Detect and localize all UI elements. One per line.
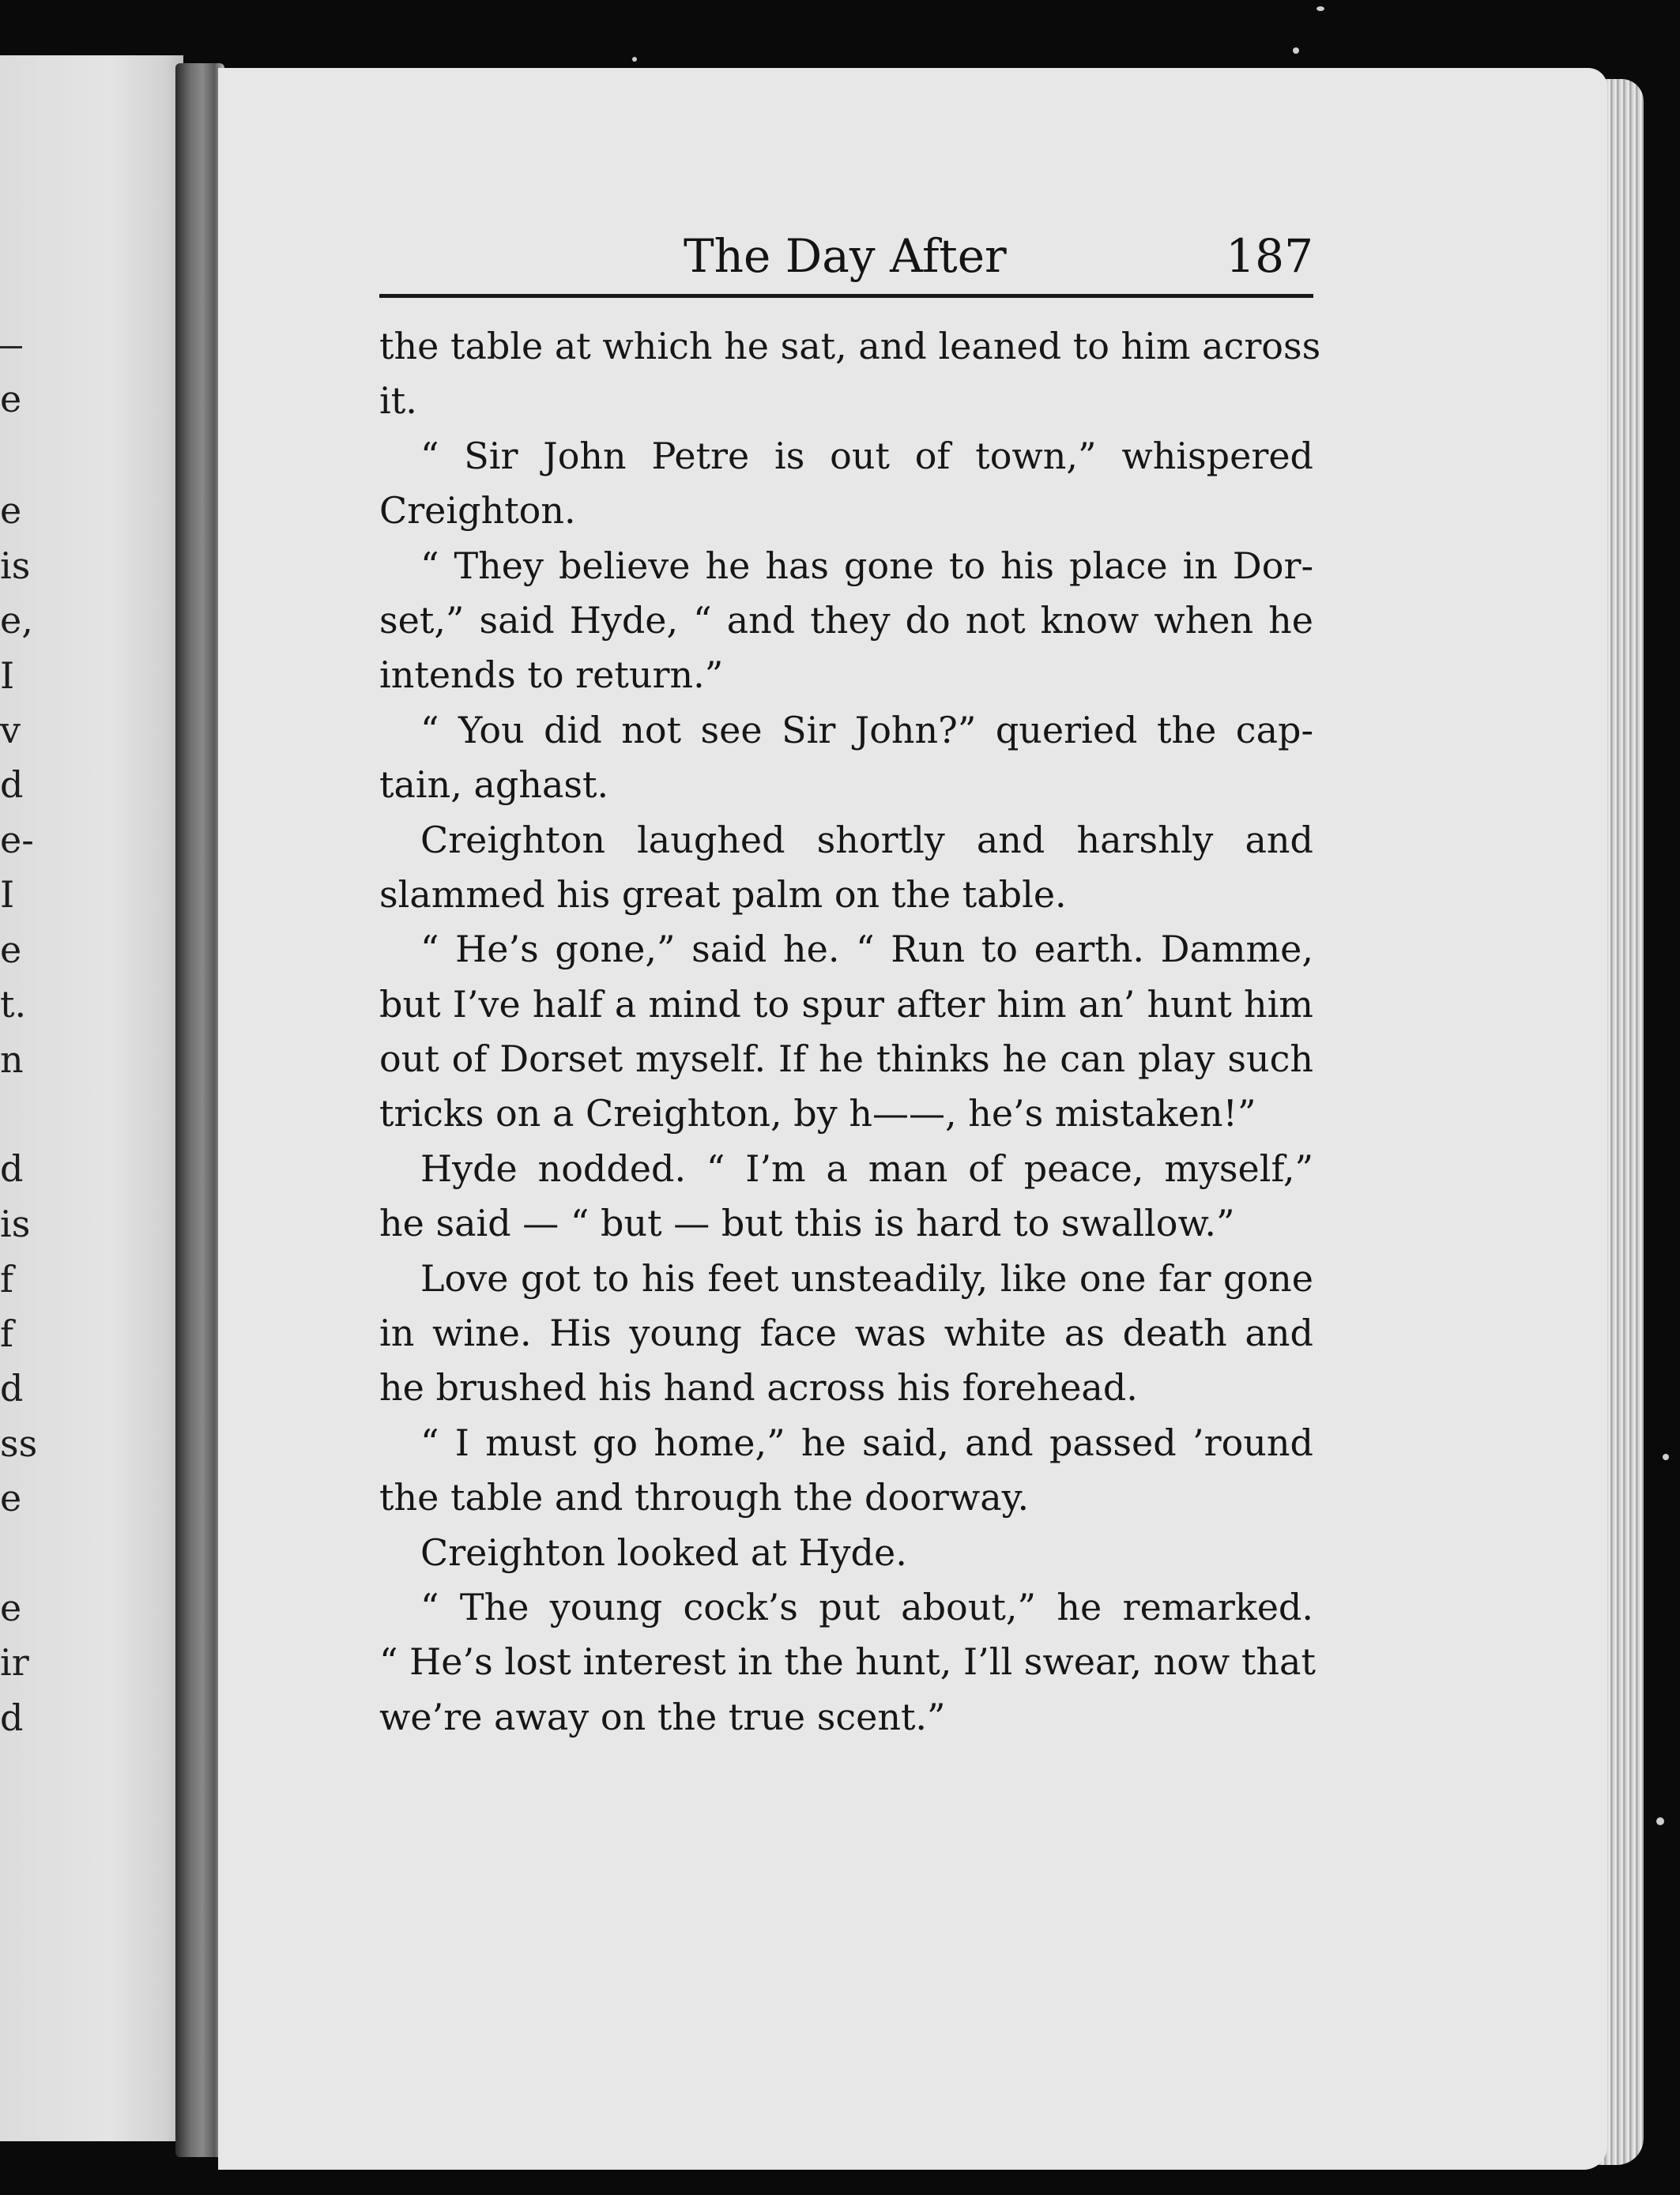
previous-page-rule (0, 346, 22, 348)
text-line: in wine. His young face was white as death and (379, 1312, 1313, 1355)
running-title: The Day After (684, 229, 1007, 283)
previous-page-fragment: f (0, 1312, 14, 1355)
text-line: Love got to his feet unsteadily, like one far gone (420, 1256, 1313, 1300)
text-line: but I’ve half a mind to spur after him an’ hunt him (379, 982, 1313, 1026)
previous-page-fragment: d (0, 763, 24, 806)
text-line: intends to return.” (379, 653, 724, 697)
previous-page-fragment: t. (0, 983, 27, 1026)
previous-page-edge (0, 55, 183, 2141)
text-line: “ You did not see Sir John?” queried the cap- (420, 708, 1313, 751)
previous-page-fragment: e (0, 378, 22, 420)
previous-page-fragment: is (0, 544, 31, 587)
text-line: “ They believe he has gone to his place in Dor- (420, 544, 1313, 587)
text-line: set,” said Hyde, “ and they do not know when he (379, 598, 1313, 642)
scan-speck (632, 57, 637, 62)
text-line: tricks on a Creighton, by h——, he’s mistaken!” (379, 1092, 1256, 1135)
text-line: we’re away on the true scent.” (379, 1695, 946, 1738)
previous-page-fragment: f (0, 1258, 14, 1301)
text-line: he brushed his hand across his forehead. (379, 1366, 1138, 1410)
body-text (379, 319, 1321, 1745)
previous-page-fragment: e, (0, 599, 33, 642)
previous-page-fragment: e (0, 489, 22, 532)
text-line: tain, aghast. (379, 763, 609, 807)
previous-page-fragment: ir (0, 1641, 29, 1684)
previous-page-fragment: I (0, 654, 15, 697)
text-line: he said — “ but — but this is hard to swallow.” (379, 1202, 1235, 1245)
previous-page-fragment: ss (0, 1422, 38, 1465)
text-line: “ He’s gone,” said he. “ Run to earth. Damme, (420, 928, 1313, 971)
scan-speck (1663, 1454, 1669, 1460)
text-line: it. (379, 379, 417, 423)
page-number: 187 (1226, 229, 1313, 283)
previous-page-fragment: e (0, 1477, 22, 1519)
text-line: slammed his great palm on the table. (379, 872, 1067, 916)
text-line: Creighton looked at Hyde. (420, 1530, 907, 1574)
text-line: the table and through the doorway. (379, 1476, 1030, 1519)
text-line: Hyde nodded. “ I’m a man of peace, myself,” (420, 1146, 1313, 1190)
text-line: Creighton laughed shortly and harshly and (420, 818, 1313, 861)
previous-page-fragment: e (0, 928, 22, 971)
header-rule (379, 294, 1313, 298)
text-line: “ The young cock’s put about,” he remarked. (420, 1585, 1313, 1628)
text-line: Creighton. (379, 489, 576, 533)
scan-speck (1656, 1817, 1664, 1825)
scan-speck (1293, 47, 1299, 54)
scan-speck (1317, 6, 1324, 11)
text-line: “ Sir John Petre is out of town,” whispered (420, 434, 1313, 477)
text-line: out of Dorset myself. If he thinks he can play such (379, 1037, 1313, 1081)
previous-page-fragment: n (0, 1038, 24, 1081)
text-line: “ He’s lost interest in the hunt, I’ll swear, now that (379, 1640, 1316, 1684)
previous-page-fragment: d (0, 1147, 24, 1190)
previous-page-fragment: d (0, 1696, 24, 1739)
previous-page-fragment: e- (0, 819, 34, 861)
previous-page-fragment: I (0, 873, 15, 916)
text-line: the table at which he sat, and leaned to him across (379, 325, 1321, 367)
previous-page-fragment: d (0, 1367, 24, 1410)
text-line: “ I must go home,” he said, and passed ’round (420, 1421, 1313, 1464)
running-head (379, 229, 1313, 292)
previous-page-fragment: v (0, 709, 21, 751)
book-gutter (175, 63, 224, 2157)
previous-page-fragment: e (0, 1587, 22, 1629)
previous-page-fragment: is (0, 1203, 31, 1245)
